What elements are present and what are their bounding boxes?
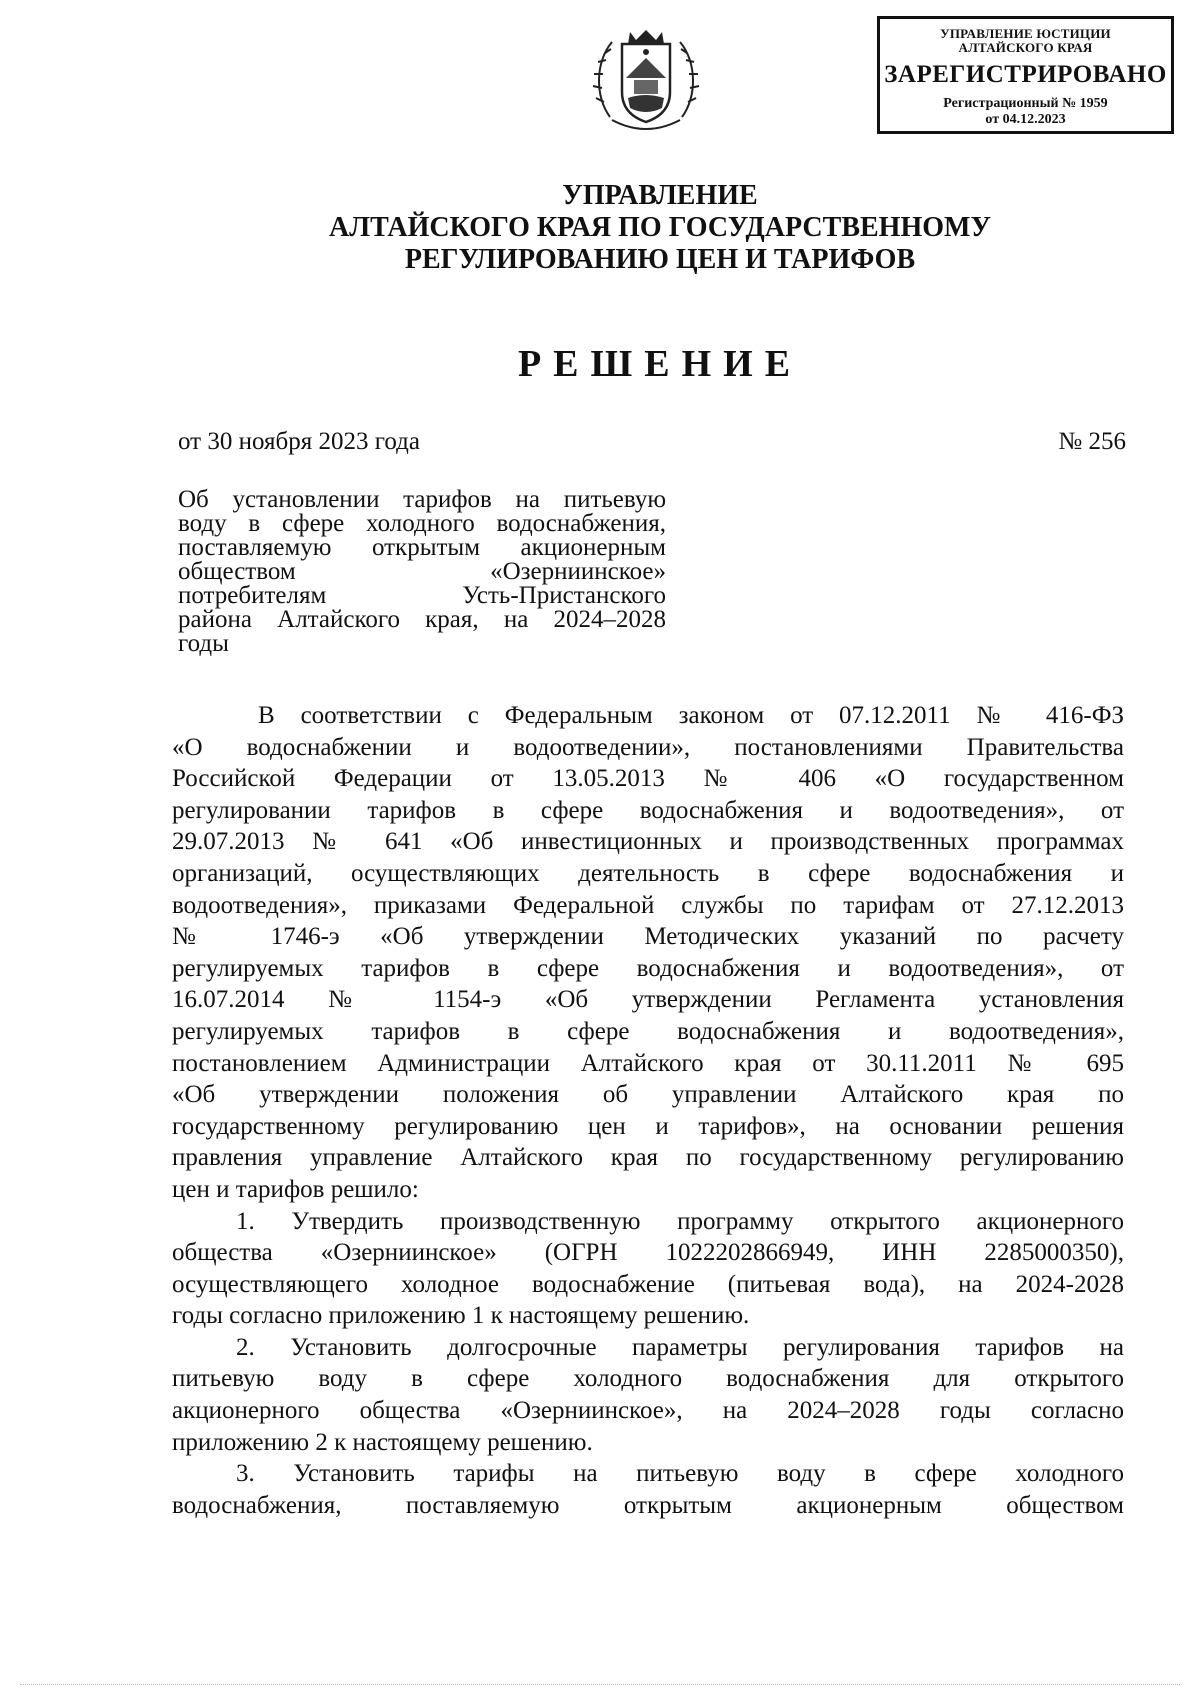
body-line: водоотведения», приказами Федеральной службы по тарифам от 27.12.2013: [172, 891, 1124, 919]
body-line: 16.07.2014 № 1154-э «Об утверждении Регламента установления: [172, 986, 1124, 1014]
body-line: осуществляющего холодное водоснабжение (питьевая вода), на 2024-2028: [172, 1270, 1124, 1298]
body-line: питьевую воду в сфере холодного водоснабжения для открытого: [172, 1365, 1124, 1393]
stamp-org-line2: АЛТАЙСКОГО КРАЯ: [958, 40, 1093, 55]
subject-line: обществом «Озерниинское»: [178, 558, 666, 585]
body-line: водоснабжения, поставляемую открытым акционерным обществом: [172, 1491, 1124, 1519]
body-line: В соответствии с Федеральным законом от 07.12.2011 № 416-ФЗ: [258, 702, 1124, 729]
document-number: № 256: [1058, 428, 1126, 455]
body-line: регулируемых тарифов в сфере водоснабжения и водоотведения», от: [172, 954, 1124, 982]
stamp-status: ЗАРЕГИСТРИРОВАНО: [884, 61, 1167, 88]
body-line: 29.07.2013 № 641 «Об инвестиционных и производственных программах: [172, 828, 1124, 856]
body-line: годы согласно приложению 1 к настоящему решению.: [172, 1302, 750, 1330]
authority-line: РЕГУЛИРОВАНИЮ ЦЕН И ТАРИФОВ: [404, 244, 916, 275]
stamp-reg-number: Регистрационный № 1959: [943, 96, 1108, 111]
body-line: Российской Федерации от 13.05.2013 № 406 «О государственном: [172, 765, 1124, 793]
body-line: правления управление Алтайского края по государственному регулированию: [172, 1144, 1124, 1172]
body-line: 2. Установить долгосрочные параметры регулирования тарифов на: [236, 1333, 1124, 1361]
body-line: «О водоснабжении и водоотведении», постановлениями Правительства: [172, 733, 1124, 761]
stamp-reg-date: от 04.12.2023: [985, 112, 1066, 127]
body-line: № 1746-э «Об утверждении Методических указаний по расчету: [172, 923, 1124, 951]
subject-line: воду в сфере холодного водоснабжения,: [178, 510, 666, 537]
authority-line: УПРАВЛЕНИЕ: [562, 180, 758, 211]
body-line: регулируемых тарифов в сфере водоснабжения и водоотведения»,: [172, 1017, 1124, 1045]
authority-heading: [170, 180, 1150, 276]
body-line: акционерного общества «Озерниинское», на 2024–2028 годы согласно: [172, 1397, 1124, 1425]
subject-line: района Алтайского края, на 2024–2028: [178, 606, 666, 633]
document-subject: [178, 488, 666, 656]
body-line: общества «Озерниинское» (ОГРН 1022202866949, ИНН 2285000350),: [172, 1239, 1124, 1267]
registration-stamp: [877, 16, 1174, 134]
subject-line: годы: [178, 630, 229, 657]
stamp-org-line1: УПРАВЛЕНИЕ ЮСТИЦИИ: [940, 26, 1111, 41]
document-body: [172, 700, 1124, 1521]
document-date: от 30 ноября 2023 года: [178, 428, 420, 455]
body-line: цен и тарифов решило:: [172, 1175, 419, 1203]
scan-edge-divider: [20, 1684, 1180, 1685]
body-line: приложению 2 к настоящему решению.: [172, 1428, 593, 1456]
body-line: 1. Утвердить производственную программу открытого акционерного: [236, 1207, 1124, 1235]
document-type-title: РЕШЕНИЕ: [517, 343, 803, 385]
body-line: «Об утверждении положения об управлении Алтайского края по: [172, 1081, 1124, 1109]
authority-line: АЛТАЙСКОГО КРАЯ ПО ГОСУДАРСТВЕННОМУ: [329, 212, 991, 243]
subject-line: Об установлении тарифов на питьевую: [178, 486, 666, 513]
body-line: государственному регулированию цен и тарифов», на основании решения: [172, 1112, 1124, 1140]
body-line: 3. Установить тарифы на питьевую воду в сфере холодного: [236, 1460, 1124, 1488]
body-line: регулировании тарифов в сфере водоснабжения и водоотведения», от: [172, 796, 1124, 824]
subject-line: потребителям Усть-Пристанского: [178, 582, 666, 609]
body-line: постановлением Администрации Алтайского края от 30.11.2011 № 695: [172, 1049, 1124, 1077]
altai-krai-coat-of-arms-icon: [590, 22, 702, 140]
subject-line: поставляемую открытым акционерным: [178, 534, 666, 561]
body-line: организаций, осуществляющих деятельность в сфере водоснабжения и: [172, 859, 1124, 887]
